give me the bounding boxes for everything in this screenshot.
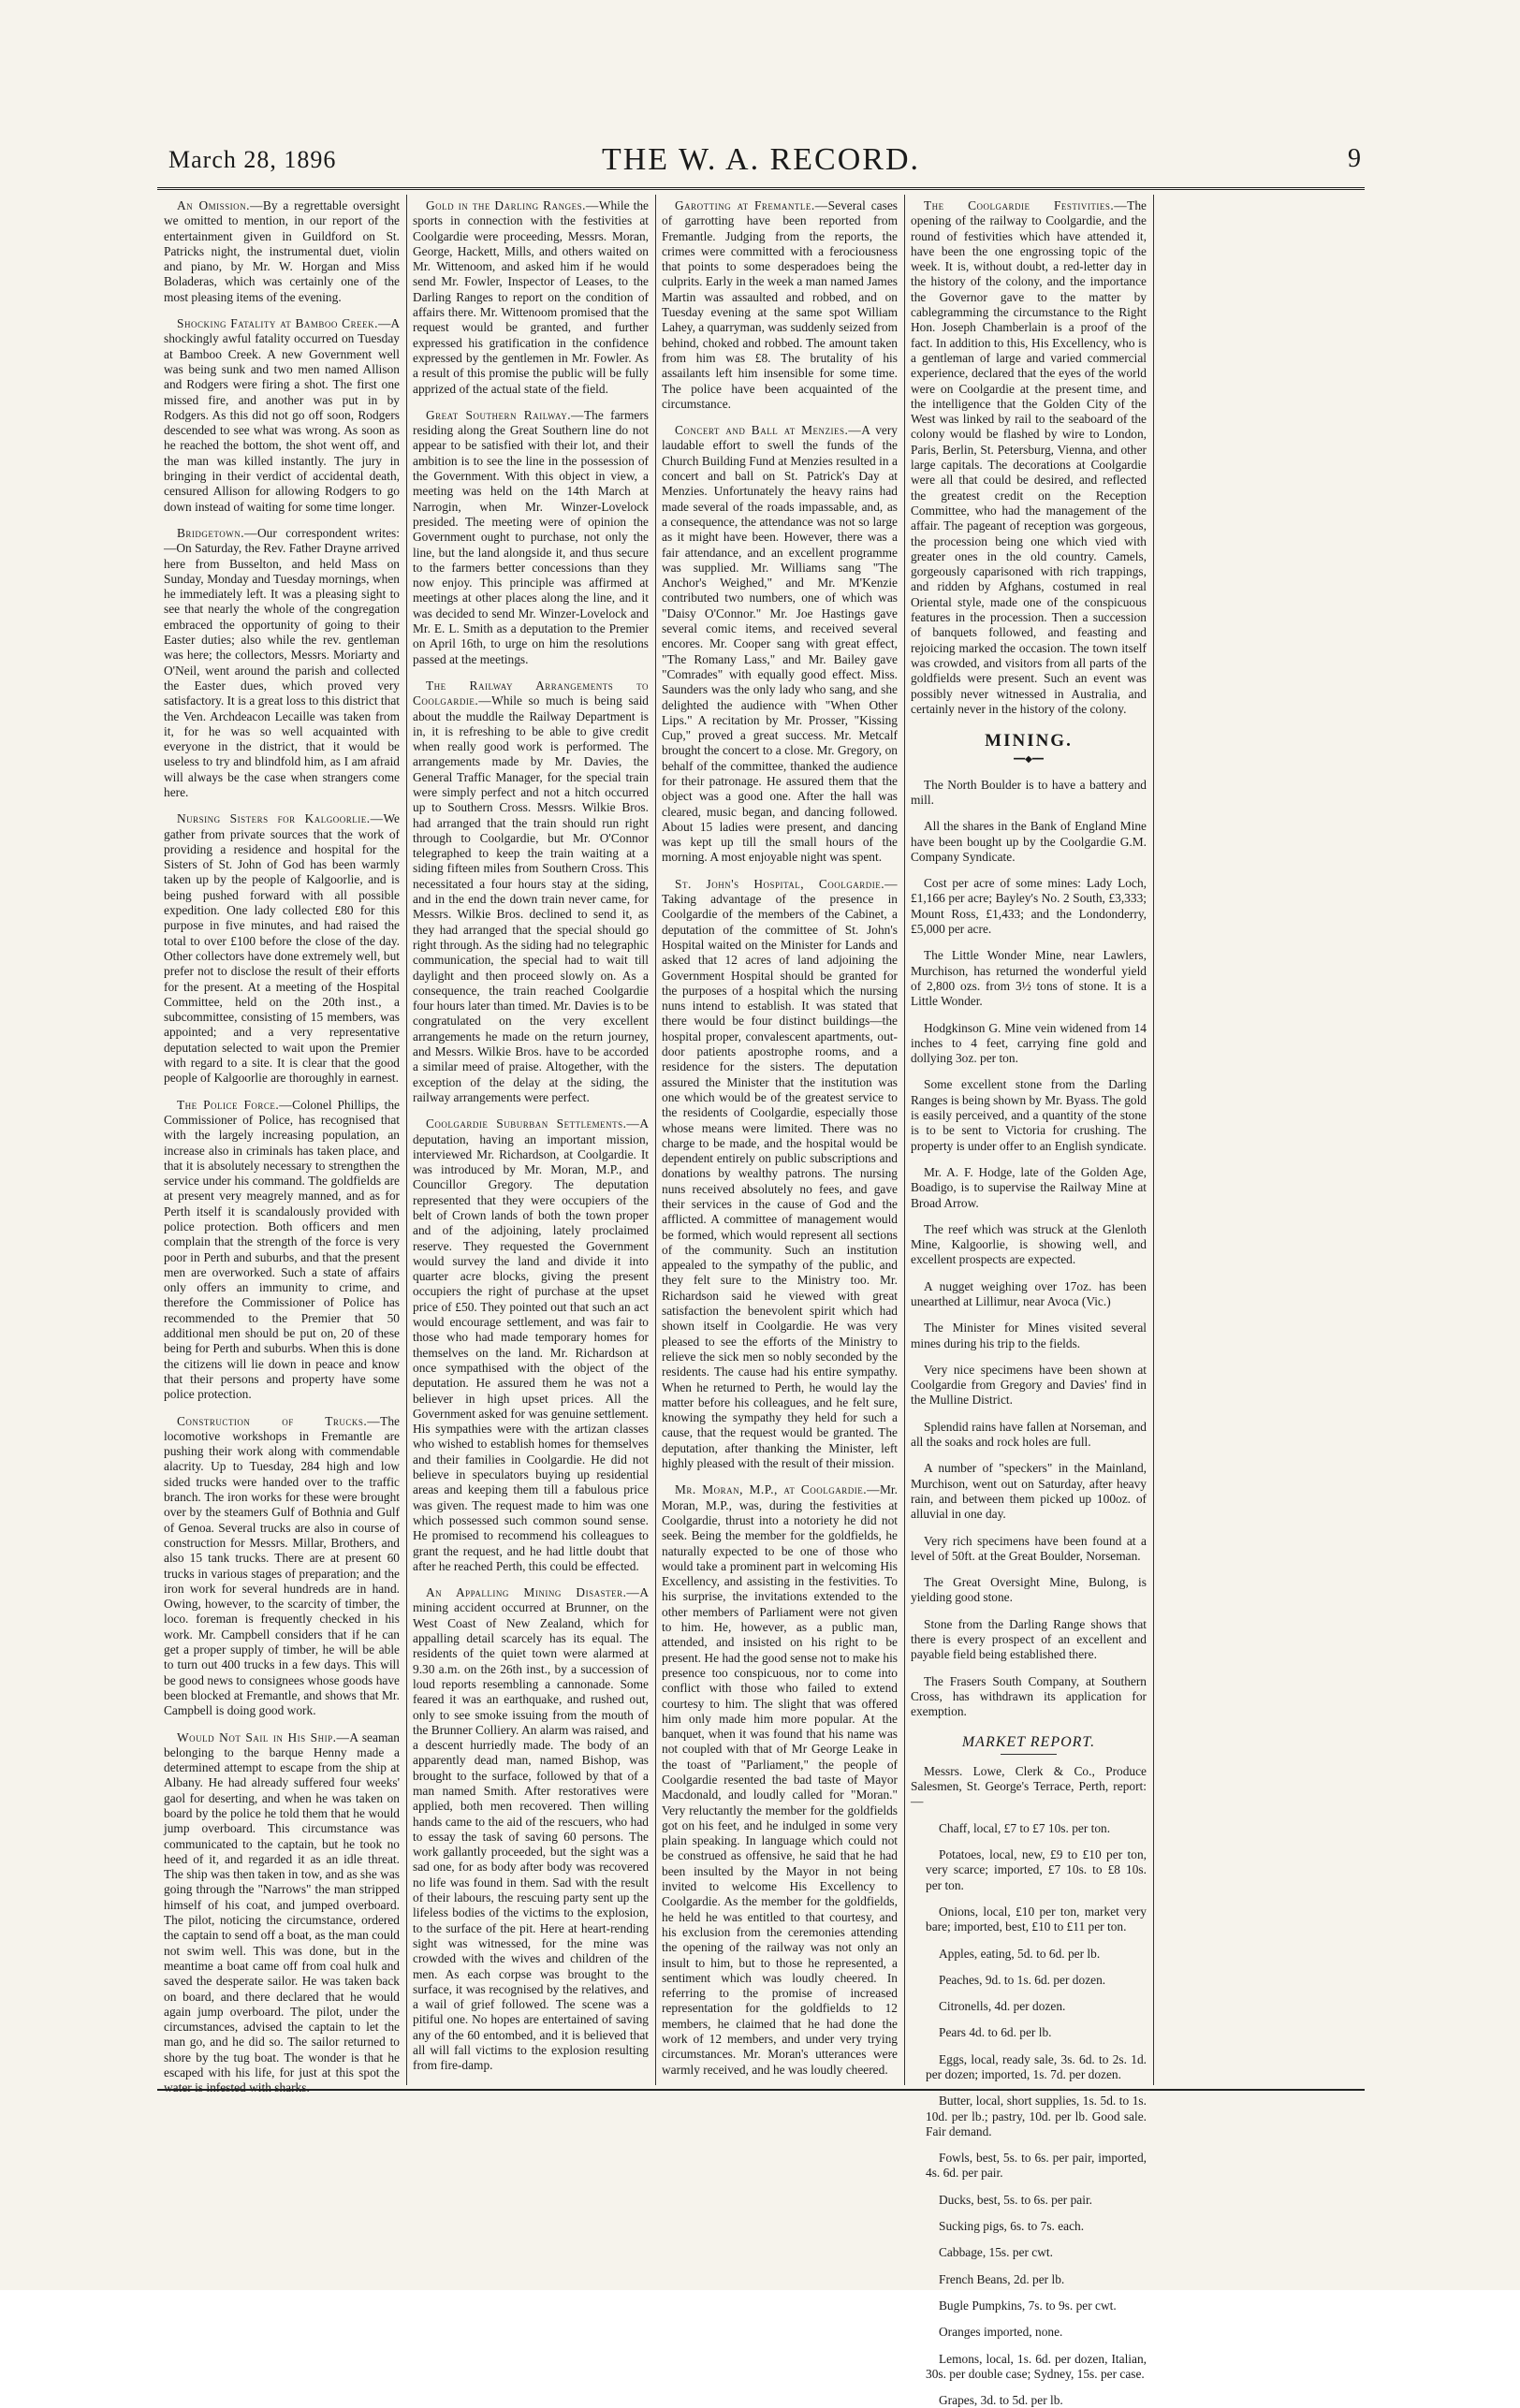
market-line: Chaff, local, £7 to £7 10s. per ton. bbox=[939, 1820, 1111, 1835]
article-body: By a regrettable oversight we omitted to mention, in our report of the entertainment given in Guildford on St. Patricks night, the instrumental duet, violin and piano, by Mr. W. Horgan and Miss Boladeras, which was certainly one of the most pleasing items of the evening. bbox=[164, 198, 400, 304]
market-line: Cabbage, 15s. per cwt. bbox=[939, 2245, 1053, 2260]
market-line: Onions, local, £10 per ton, market very bare; imported, best, £10 to £11 per ton. bbox=[926, 1904, 1147, 1934]
market-intro: Messrs. Lowe, Clerk & Co., Produce Salesmen, St. George's Terrace, Perth, report:— bbox=[911, 1763, 1147, 1809]
market-report-rule bbox=[1001, 1754, 1057, 1755]
header-rule bbox=[157, 187, 1365, 190]
article bbox=[413, 408, 649, 667]
article-heading: An Appalling Mining Disaster.— bbox=[426, 1585, 640, 1600]
market-line: French Beans, 2d. per lb. bbox=[939, 2271, 1065, 2286]
market-line: Apples, eating, 5d. to 6d. per lb. bbox=[939, 1946, 1101, 1961]
footer-rule bbox=[157, 2089, 1365, 2091]
mining-ornament: ━━◆━━ bbox=[1014, 754, 1044, 766]
article bbox=[164, 198, 400, 305]
article-body: A deputation, having an important mission, interviewed Mr. Richardson, at Coolgardie. It was introduced by Mr. Moran, M.P., and Councillor Gregory. The deputation represented that they were occupiers of the belt of Crown lands of both the town proper and of the adjoining, lately proclaimed reserve. They requested the Government would survey the land and divide it into quarter acre blocks, giving the present occupiers the right of purchase at the upset price of £50. They pointed out that such an act would encourage settlement, and was fair to those who had made temporary homes for themselves on the land. Mr. Richardson at once sympathised with the object of the deputation. He assured them he was not a believer in high upset prices. All the Government asked for was genuine settlement. His sympathies were with the artizan classes who wished to establish homes for themselves and their families in Coolgardie. He did not believe in speculators buying up residential areas and keeping them till a fabulous price was given. The request made to him was one which possessed such common sound sense. He promised to recommend his colleagues to grant the request, and he had little doubt that after he reached Perth, this could be effected. bbox=[413, 1116, 649, 1573]
market-line: Fowls, best, 5s. to 6s. per pair, imported, 4s. 6d. per pair. bbox=[926, 2151, 1147, 2181]
article-body: A mining accident occurred at Brunner, on the West Coast of New Zealand, which for appalling detail scarcely has its equal. The residents of the quiet town were alarmed at 9.30 a.m. on the 26th inst., by a succession of loud reports resembling a cannonade. Some feared it was an earthquake, and rushed out, only to see smoke issuing from the mouth of the Brunner Colliery. An alarm was raised, and a descent hurriedly made. The body of an apparently dead man, named Bishop, was brought to the surface, followed by that of a man named Smith. After restoratives were applied, both men recovered. Then willing hands came to the aid of the rescuers, who had to essay the task of saving 60 persons. The work gallantly proceeded, but the sight was a sad one, for as body after body was recovered no life was found in them. Sad with the result of their labours, the rescuing party sent up the lifeless bodies of the victims to the explosion, to the surface of the pit. Here at heart-rending sight was witnessed, for the mine was crowded with the wives and children of the men. As each corpse was brought to the surface, it was recognised by the relatives, and a wail of grief followed. The scene was a pitiful one. No hopes are entertained of saving any of the 60 entombed, and it is believed that all will fall victims to the explosion resulting from fire-damp. bbox=[413, 1585, 649, 2073]
newspaper-title: THE W. A. RECORD. bbox=[601, 142, 921, 177]
article-body: A very laudable effort to swell the funds of the Church Building Fund at Menzies resulted in a concert and ball on St. Patrick's Day at Menzies. Unfortunately the heavy rains had made several of the roads impassable, and, as a consequence, the attendance was not so large as it might have been. However, there was a fair attendance, and an excellent programme was supplied. Mr. Williams sang "The Anchor's Weighed," and Mr. M'Kenzie contributed two numbers, one of which was "Daisy O'Connor." Mr. Joe Hastings gave several comic items, and received several encores. Mr. Cooper sang with great effect, "The Romany Lass," and Mr. Bailey gave "Comrades" with equally good effect. Miss. Saunders was the only lady who sang, and she delighted the audience with "When Other Lips." A recitation by Mr. Prosser, "Kissing Cup," proved a great success. Mr. Metcalf brought the concert to a close. Mr. Gregory, on behalf of the committee, thanked the audience for their patronage. He assured them that the object was a good one. After the hall was cleared, music began, and dancing followed. About 15 ladies were present, and dancing was kept up till the small hours of the morning. A most enjoyable night was spent. bbox=[662, 423, 898, 865]
column-1 bbox=[164, 198, 401, 2095]
article-heading: Concert and Ball at Menzies.— bbox=[675, 423, 862, 438]
mining-item: Stone from the Darling Range shows that there is every prospect of an excellent and payable field being established there. bbox=[911, 1616, 1147, 1662]
article-heading: Coolgardie Suburban Settlements.— bbox=[426, 1116, 640, 1131]
market-line: Lemons, local, 1s. 6d. per dozen, Italian, 30s. per double case; Sydney, 15s. per case. bbox=[926, 2351, 1147, 2381]
market-line: Grapes, 3d. to 5d. per lb. bbox=[939, 2393, 1063, 2408]
column-divider bbox=[904, 195, 905, 2085]
article-body: Several cases of garrotting have been reported from Fremantle. Judging from the reports, the crimes were committed with a ferociousness that points to some desperadoes being the culprits. Early in the week a man named James Martin was assaulted and robbed, and on Tuesday evening at the same spot William Lahey, a quarryman, was suddenly seized from behind, choked and robbed. The amount taken from him was £8. The brutality of his assailants left him insensible for some time. The police have been acquainted of the circumstance. bbox=[662, 198, 898, 411]
mining-item: A number of "speckers" in the Mainland, Murchison, went out on Saturday, after heavy rain, and between them picked up 100oz. of alluvial in one day. bbox=[911, 1461, 1147, 1522]
article bbox=[164, 526, 400, 800]
issue-date: March 28, 1896 bbox=[168, 146, 337, 173]
page-number: 9 bbox=[1348, 144, 1361, 173]
article bbox=[413, 198, 649, 397]
article-heading: The Railway Arrangements to Coolgardie.— bbox=[413, 678, 649, 708]
column-4 bbox=[911, 198, 1147, 2408]
article-heading: The Police Force.— bbox=[177, 1097, 293, 1112]
column-divider bbox=[1153, 195, 1154, 2085]
market-line: Pears 4d. to 6d. per lb. bbox=[939, 2025, 1052, 2040]
mining-item: The Minister for Mines visited several mines during his trip to the fields. bbox=[911, 1321, 1147, 1350]
column-3 bbox=[662, 198, 898, 2085]
article-body: The opening of the railway to Coolgardie, and the round of festivities which have attended it, have been the one engrossing topic of the week. It is, without doubt, a red-letter day in the history of the colony, and the importance the Governor gave to the matter by cablegramming the circumstance to the Right Hon. Joseph Chamberlain is a proof of the fact. In addition to this, His Excellency, who is a gentleman of large and varied commercial experience, declared that the eyes of the world were on Coolgardie at the present time, and the intelligence that the Golden City of the West was linked by rail to the seaboard of the colony would be flashed by wire to London, Paris, Berlin, St. Petersburg, Vienna, and other large capitals. The decorations at Coolgardie were all that could be desired, and reflected the greatest credit on the Reception Committee, who had the management of the affair. The pageant of reception was gorgeous, the procession being one which vied with greater ones in the old country. Camels, gorgeously caparisoned with rich trappings, and ridden by Afghans, costumed in real Oriental style, made one of the conspicuous features in the procession. Then a succession of banquets followed, and feasting and rejoicing marked the occasion. The town itself was crowded, and visitors from all parts of the goldfields were present. Such an event was possibly never witnessed in Australia, and certainly never in the history of the colony. bbox=[911, 198, 1147, 716]
article-heading: Construction of Trucks.— bbox=[177, 1413, 381, 1428]
article bbox=[413, 1116, 649, 1574]
article-heading: The Coolgardie Festivities.— bbox=[924, 198, 1128, 212]
mining-item: Mr. A. F. Hodge, late of the Golden Age, Boadigo, is to supervise the Railway Mine at Broad Arrow. bbox=[911, 1164, 1147, 1210]
column-divider bbox=[406, 195, 407, 2085]
market-line: Eggs, local, ready sale, 3s. 6d. to 2s. 1d. per dozen; imported, 1s. 7d. per dozen. bbox=[926, 2051, 1147, 2081]
article bbox=[164, 1098, 400, 1403]
mining-heading: MINING. bbox=[985, 731, 1073, 752]
mining-item: The reef which was struck at the Glenloth Mine, Kalgoorlie, is showing well, and excellent prospects are expected. bbox=[911, 1221, 1147, 1267]
article-body: While the sports in connection with the festivities at Coolgardie were proceeding, Messrs. Moran, George, Hackett, Mills, and others waited on Mr. Wittenoom, and asked him if he would send Mr. Fowler, Inspector of Leases, to the Darling Ranges to report on the condition of affairs there. Mr. Wittenoom promised that the request would be granted, and further expressed his gratification in the confidence expressed by the gentlemen in Mr. Fowler. As a result of this promise the public will be fully apprized of the actual state of the field. bbox=[413, 198, 649, 396]
mining-item: The Little Wonder Mine, near Lawlers, Murchison, has returned the wonderful yield of 2,800 ozs. from 3½ tons of stone. It is a Little Wonder. bbox=[911, 948, 1147, 1009]
article bbox=[164, 1730, 400, 2096]
mining-item: The Great Oversight Mine, Bulong, is yielding good stone. bbox=[911, 1575, 1147, 1605]
market-line: Oranges imported, none. bbox=[939, 2325, 1063, 2340]
article-heading: St. John's Hospital, Coolgardie.— bbox=[675, 876, 898, 891]
article-body: Our correspondent writes: —On Saturday, the Rev. Father Drayne arrived here from Busselton, and held Mass on Sunday, Monday and Tuesday mornings, when he immediately left. It was a pleasing sight to see that nearly the whole of the congregation embraced the opportunity of going to their Easter duties; also while the rev. gentleman was here; the collectors, Messrs. Moriarty and O'Neil, went around the parish and collected the Easter dues, which proved very satisfactory. It is a great loss to this district that the Ven. Archdeacon Lecaille was taken from it, for he was so well acquainted with everyone in the district, that it would be useless to try and blindfold him, as I am afraid will always be the case when strangers come here. bbox=[164, 525, 401, 799]
article-heading: Great Southern Railway.— bbox=[426, 407, 584, 422]
article-body: The farmers residing along the Great Southern line do not appear to be satisfied with their lot, and their ambition is to see the line in the possession of the Government. With this object in view, a meeting was held on the 14th March at Narrogin, when Mr. Winzer-Lovelock presided. The meeting were of opinion the Government ought to purchase, not only the line, but the land alongside it, and thus secure to the farmers better concessions than they now enjoy. This principle was affirmed at meetings at other places along the line, and it was decided to send Mr. Winzer-Lovelock and Mr. E. L. Smith as a deputation to the Premier on April 16th, to urge on him the resolutions passed at the meetings. bbox=[413, 407, 649, 666]
mining-item: The North Boulder is to have a battery and mill. bbox=[911, 777, 1147, 807]
article-body: We gather from private sources that the work of providing a residence and hospital for the Sisters of St. John of God has been warmly taken up by the people of Kalgoorlie, and is being pushed forward with all possible expedition. One lady collected £80 for this purpose in five minutes, and had raised the total to over £100 before the close of the day. Other collectors have done extremely well, but prefer not to disclose the result of their efforts for the present. At a meeting of the Hospital Committee, held on the 20th inst., a subcommittee, consisting of 15 members, was appointed; and a very representative deputation selected to wait upon the Premier with regard to a site. It is clear that the good people of Kalgoorlie are thoroughly in earnest. bbox=[164, 811, 400, 1086]
mining-item: Very nice specimens have been shown at Coolgardie from Gregory and Davies' find in the Mulline District. bbox=[911, 1362, 1147, 1408]
article-body: While so much is being said about the muddle the Railway Department is in, it is refreshing to be able to give credit when really good work is performed. The arrangements made by Mr. Davies, the General Traffic Manager, for the special train were simply perfect and not a hitch occurred up to Southern Cross. Messrs. Wilkie Bros. had arranged that the train should run right through to Coolgardie, but Mr. O'Connor telegraphed to keep the train waiting at a siding fifteen miles from Southern Cross. This necessitated a four hours stay at the siding, and in the end the down train never came, for Messrs. Wilkie Bros. declined to send it, as they had arranged that the special should go right through. As the siding had no telegraphic communication, the special had to wait till daylight and then proceed slowly on. As a consequence, the train reached Coolgardie four hours later than timed. Mr. Davies is to be congratulated on the very excellent arrangements he made on the return journey, and Messrs. Wilkie Bros. have to be accorded a similar meed of praise. Altogether, with the exception of the delay at the siding, the railway arrangements were perfect. bbox=[413, 693, 649, 1104]
article-body: —A shockingly awful fatality occurred on Tuesday at Bamboo Creek. A new Government well was being sunk and two men named Allison and Rodgers were firing a shot. The first one missed fire, and another was put in by Rodgers. As this did not go off soon, Rodgers descended to see what was wrong. As soon as he reached the bottom, the shot went off, and the man was killed instantly. The jury in bringing in their verdict of accidental death, censured Allison for allowing Rodgers to go down instead of waiting for some time longer. bbox=[164, 316, 400, 514]
market-report-heading: MARKET REPORT. bbox=[961, 1733, 1096, 1750]
article-body: A seaman belonging to the barque Henny made a determined attempt to escape from the ship at Albany. He had already suffered four weeks' gaol for deserting, and when he was taken on board by the police he told them that he would jump overboard. This circumstance was communicated to the captain, but he took no heed of it, and regarded it as an idle threat. The ship was then taken in tow, and as she was going through the "Narrows" the man stripped himself of his coat, and jumped overboard. The pilot, noticing the circumstance, ordered the captain to send off a boat, as the man could not swim well. This was done, but in the meantime a boat came off from coal hulk and saved the desperate sailor. He was taken back on board, and there declared that he would again jump overboard. The pilot, under the circumstances, advised the captain to let the man go, and he did so. The sailor returned to shore by the tug boat. The wonder is that he escaped with his life, for just at this spot the water is infested with sharks. bbox=[164, 1729, 400, 2095]
mining-item: All the shares in the Bank of England Mine have been bought up by the Coolgardie G.M. Company Syndicate. bbox=[911, 819, 1147, 864]
article bbox=[662, 198, 898, 412]
mining-list bbox=[911, 778, 1147, 1720]
article bbox=[662, 1482, 898, 2078]
column-divider bbox=[655, 195, 656, 2085]
article-body: Colonel Phillips, the Commissioner of Police, has recognised that with the largely increasing population, an increase also in criminals has taken place, and that it is absolutely necessary to strengthen the service under his command. The goldfields are at present very meagrely manned, and as for Perth itself it is scandalously provided with police protection. Both officers and men complain that the strength of the force is very poor in Perth and suburbs, and that the present men are overworked. Such a state of affairs only offers an immunity to crime, and therefore the Commissioner of Police has recommended to the Premier that 50 additional men should be put on, 20 of these being for Perth and suburbs. When this is done the citizens will lie down in peace and know that their persons and property have some police protection. bbox=[164, 1097, 400, 1402]
market-line: Ducks, best, 5s. to 6s. per pair. bbox=[939, 2192, 1093, 2207]
article-heading: Mr. Moran, M.P., at Coolgardie.— bbox=[675, 1482, 881, 1497]
mining-item: Splendid rains have fallen at Norseman, and all the soaks and rock holes are full. bbox=[911, 1419, 1147, 1450]
festivities-article bbox=[911, 198, 1147, 717]
article-heading: An Omission.— bbox=[177, 198, 263, 212]
market-line: Potatoes, local, new, £9 to £10 per ton, very scarce; imported, £7 10s. to £8 10s. per ton. bbox=[926, 1847, 1147, 1892]
market-line: Citronells, 4d. per dozen. bbox=[939, 1999, 1066, 2014]
mining-item: Some excellent stone from the Darling Ranges is being shown by Mr. Byass. The gold is easily perceived, and a quantity of the stone is to be sent to Victoria for crushing. The property is under offer to an English syndicate. bbox=[911, 1077, 1147, 1153]
article bbox=[164, 316, 400, 515]
article-body: The locomotive workshops in Fremantle are pushing their work along with commendable alacrity. Up to Tuesday, 284 high and low sided trucks were handed over to the traffic branch. The iron works for these were brought over by the steamers Gulf of Bothnia and Gulf of Genoa. Several trucks are also in course of construction for Messrs. Millar, Brothers, and also 15 tank trucks. There are at present 60 trucks in various stages of preparation; and the iron work for several hundreds are in hand. Owing, however, to the scarcity of timber, the loco. foreman is frequently checked in his work. Mr. Campbell considers that if he can get a proper supply of timber, he will be able to turn out 400 trucks in a few days. This will be good news to consignees whose goods have been blocked at Fremantle, and shows that Mr. Campbell is doing good work. bbox=[164, 1413, 400, 1718]
article-body: Mr. Moran, M.P., was, during the festivities at Coolgardie, thrust into a notoriety he did not seek. Being the member for the goldfields, he naturally expected to be one of those who would take a prominent part in welcoming His Excellency, and assisting in the festivities. To his surprise, the invitations extended to the other members of Parliament were not given to him. He, however, as a public man, attended, and insisted on his right to be present. He had the good sense not to make his presence too conspicuous, nor to come into conflict with those who failed to extend courtesy to him. The slight that was offered him only made him more popular. At the banquet, when it was found that his name was not coupled with that of Mr George Leake in the toast of "Parliament," the people of Coolgardie resented the bad taste of Mayor Macdonald, and loudly called for "Moran." Very reluctantly the member for the goldfields got on his feet, and he indulged in some very plain speaking. In language which could not be construed as offensive, he said that he had been insulted by the Mayor in not being invited to welcome His Excellency to Coolgardie. As the member for the goldfields, he held he was entitled to that courtesy, and his exclusion from the ceremonies attending the opening of the railway was not only an insult to him, but to those he represented, a sentiment which was loudly cheered. In referring to the promise of increased representation for the goldfields to 12 members, he claimed that he had done the work of 12 members, and under very trying circumstances. Mr. Moran's utterances were warmly received, and he was loudly cheered. bbox=[662, 1482, 898, 2077]
market-line: Butter, local, short supplies, 1s. 5d. to 1s. 10d. per lb.; pastry, 10d. per lb. Good sale. Fair demand. bbox=[926, 2094, 1147, 2138]
article-heading: Bridgetown.— bbox=[177, 525, 257, 540]
article bbox=[662, 423, 898, 866]
article-heading: Nursing Sisters for Kalgoorlie.— bbox=[177, 811, 384, 826]
article-body: Taking advantage of the presence in Coolgardie of the members of the Cabinet, a deputation of the committee of St. John's Hospital waited on the Minister for Lands and asked that 12 acres of land adjoining the Government Hospital should be granted for the purposes of a hospital which the nursing nuns intend to establish. It was stated that there would be four distinct buildings—the hospital proper, convalescent apartments, out-door patients apostrophe rooms, and a residence for the sisters. The deputation assured the Minister that the institution was one which would be of the greatest service to the residents of Coolgardie, especially those whose means were limited. There was no charge to be made, and the hospital would be dependent entirely on public subscriptions and donations by wealthy patrons. The nursing nuns received absolutely no fees, and gave their services in the cause of God and the afflicted. A committee of management would be formed, which would represent all sections of the community. Such an institution appealed to the sympathy of the public, and they felt sure to the Ministry too. Mr. Richardson said he viewed with great satisfaction the benevolent spirit which had shown itself in Coolgardie. He was very pleased to see the efforts of the Ministry to relieve the sick men so nobly seconded by the residents. The cause had his entire sympathy. When he returned to Perth, he would lay the matter before his colleagues, and he felt sure, knowing the sympathy they held for such a cause, that the request would be granted. The deputation, after thanking the Minister, left highly pleased with the result of their mission. bbox=[662, 892, 898, 1471]
mining-item: The Frasers South Company, at Southern Cross, has withdrawn its application for exemption. bbox=[911, 1673, 1147, 1719]
article bbox=[413, 679, 649, 1105]
article bbox=[911, 198, 1147, 717]
market-line: Peaches, 9d. to 1s. 6d. per dozen. bbox=[939, 1972, 1106, 1987]
column-2 bbox=[413, 198, 649, 2085]
article-heading: Gold in the Darling Ranges.— bbox=[426, 198, 599, 212]
article-heading: Shocking Fatality at Bamboo Creek. bbox=[177, 316, 378, 331]
market-list bbox=[911, 1821, 1147, 2408]
market-line: Sucking pigs, 6s. to 7s. each. bbox=[939, 2219, 1085, 2234]
article-heading: Garotting at Fremantle.— bbox=[675, 198, 828, 212]
masthead bbox=[157, 142, 1365, 183]
article bbox=[164, 811, 400, 1086]
article-heading: Would Not Sail in His Ship.— bbox=[177, 1729, 350, 1744]
article bbox=[413, 1585, 649, 2074]
article bbox=[164, 1414, 400, 1719]
mining-item: Hodgkinson G. Mine vein widened from 14 inches to 4 feet, carrying fine gold and dollying 3oz. per ton. bbox=[911, 1020, 1147, 1066]
mining-item: Very rich specimens have been found at a level of 50ft. at the Great Boulder, Norseman. bbox=[911, 1533, 1147, 1563]
article bbox=[662, 877, 898, 1472]
market-line: Bugle Pumpkins, 7s. to 9s. per cwt. bbox=[939, 2298, 1117, 2313]
mining-item: Cost per acre of some mines: Lady Loch, £1,166 per acre; Bayley's No. 2 South, £3,333; Mount Ross, £1,433; and the Londonderry, £5,000 per acre. bbox=[911, 876, 1147, 937]
mining-item: A nugget weighing over 17oz. has been unearthed at Lillimur, near Avoca (Vic.) bbox=[911, 1278, 1147, 1308]
